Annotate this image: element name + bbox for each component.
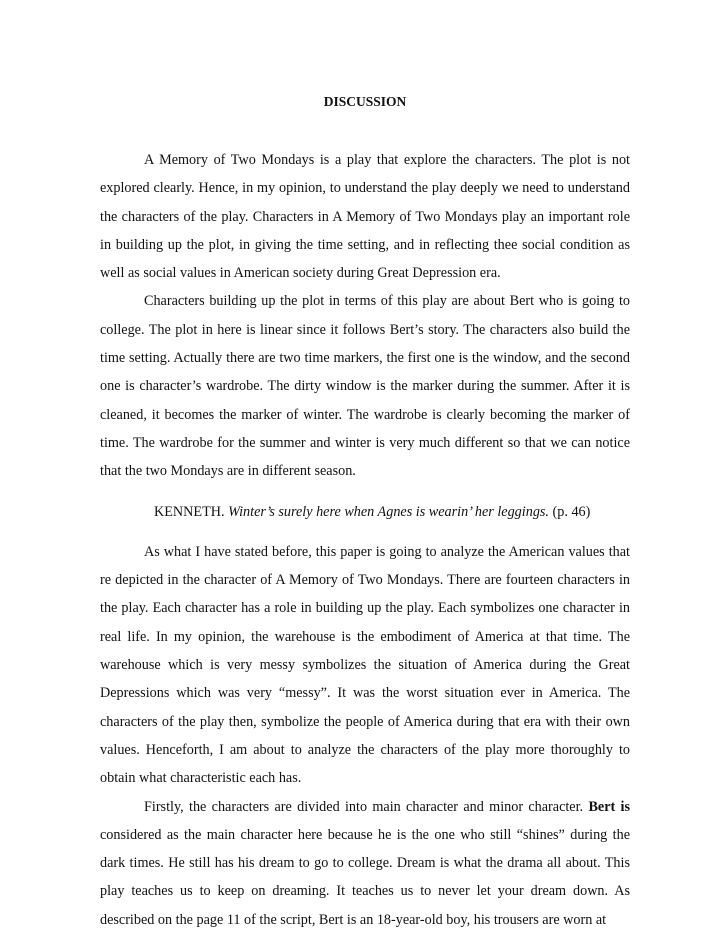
quote-line: Winter’s surely here when Agnes is wearin’ her leggings. bbox=[228, 503, 549, 520]
quote-speaker: KENNETH. bbox=[154, 503, 225, 520]
paragraph-4-start: Firstly, the characters are divided into main character and minor character. bbox=[144, 798, 584, 815]
paragraph-3: As what I have stated before, this paper is going to analyze the American values that re depicted in the character of A Memory of Two Mondays. There are fourteen characters in the play. Each character has a role in building up the play. Each symbolizes one character in real life. In my opinion, the warehouse is the embodiment of America at that time. The warehouse which is very messy symbolizes the situation of America during the Great Depressions which was very “messy”. It was the worst situation ever in America. The characters of the play then, symbolize the people of America during that era with their own values. Henceforth, I am about to analyze the characters of the play more thoroughly to obtain what characteristic each has. bbox=[100, 543, 630, 787]
section-heading: DISCUSSION bbox=[323, 94, 407, 109]
paragraph-4 bbox=[100, 793, 630, 934]
quote-block bbox=[100, 498, 630, 526]
paragraph-4-rest: considered as the main character here because he is the one who still “shines” during the dark times. He still has his dream to go to college. Dream is what the drama all about. This play teaches us to keep on dreaming. It teaches us to never let your dream down. As described on the page 11 of the script, Bert is an 18-year-old boy, his trousers are worn at bbox=[100, 826, 630, 928]
quote-citation: (p. 46) bbox=[552, 503, 591, 520]
paragraph-1: A Memory of Two Mondays is a play that explore the characters. The plot is not explored clearly. Hence, in my opinion, to understand the play deeply we need to understand the characters of the play. Characters in A Memory of Two Mondays play an important role in building up the plot, in giving the time setting, and in reflecting thee social condition as well as social values in American society during Great Depression era. bbox=[100, 152, 630, 282]
paragraph-4-bold: Bert is bbox=[588, 798, 631, 815]
body-text bbox=[100, 146, 630, 934]
paragraph-2: Characters building up the plot in terms of this play are about Bert who is going to college. The plot in here is linear since it follows Bert’s story. The characters also build the time setting. Actually there are two time markers, the first one is the window, and the second one is character’s wardrobe. The dirty window is the marker during the summer. After it is cleaned, it becomes the marker of winter. The wardrobe is clearly becoming the marker of time. The wardrobe for the summer and winter is very much different so that we can notice that the two Mondays are in different season. bbox=[100, 293, 630, 480]
